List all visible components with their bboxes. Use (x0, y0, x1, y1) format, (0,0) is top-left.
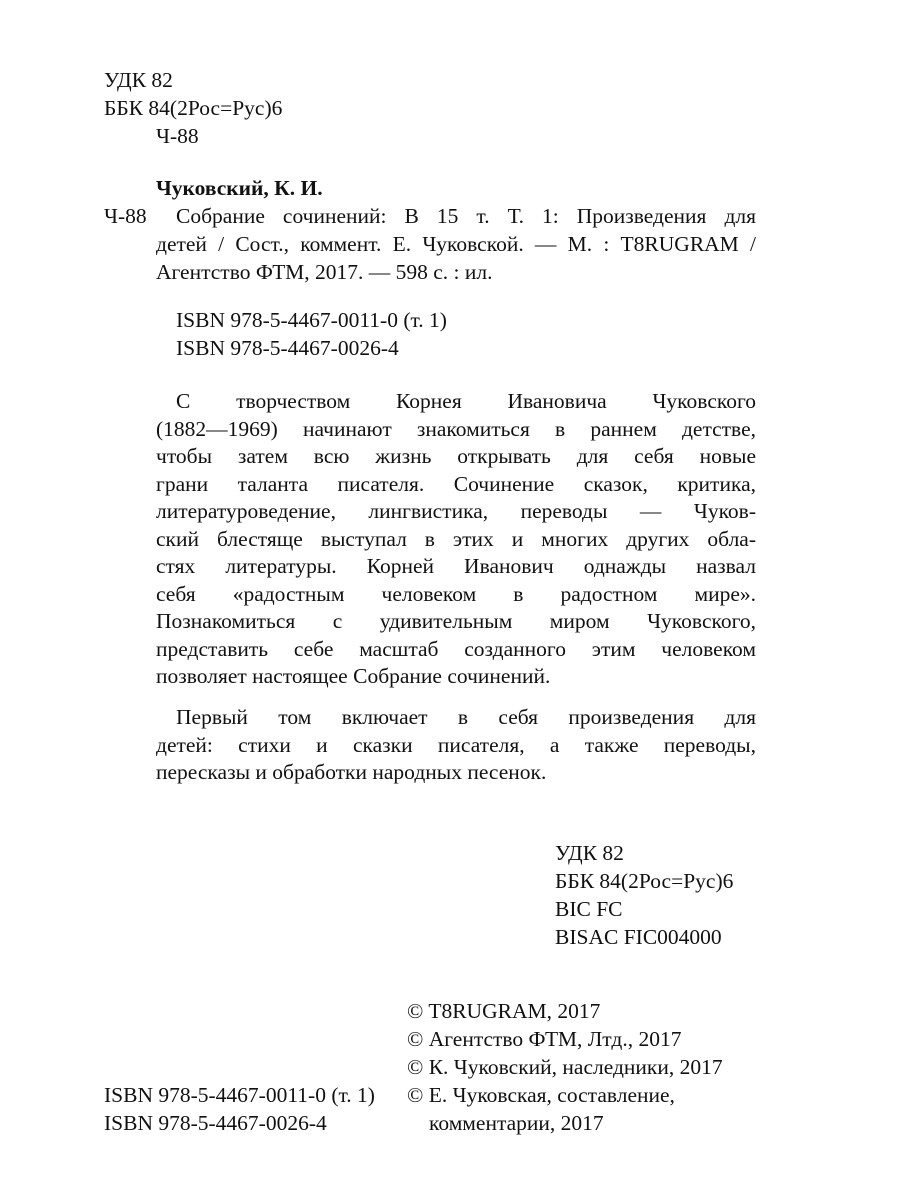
bisac-code: BISAC FIC004000 (555, 925, 722, 949)
annotation-line: Познакомиться с удивительным миром Чуковского, (156, 609, 756, 633)
annotation-line: представить себе масштаб созданного этим человеком (156, 636, 756, 661)
annotation-line: ский блестяще выступал в этих и многих других обла- (156, 526, 756, 551)
author-mark: Ч-88 (156, 124, 199, 148)
annotation-line: позволяет настоящее Собрание сочинений. (156, 664, 551, 688)
annotation-line: себя «радостным человеком в радостном мире». (156, 581, 756, 606)
annotation-line: литературоведение, лингвистика, переводы — Чуков- (156, 499, 756, 523)
isbn-set: ISBN 978-5-4467-0026-4 (176, 336, 399, 360)
annotation-line: С творчеством Корнея Ивановича Чуковского (176, 389, 756, 413)
copyright-line: комментарии, 2017 (429, 1111, 604, 1135)
isbn-set-bottom: ISBN 978-5-4467-0026-4 (104, 1111, 327, 1135)
bic-code: BIC FC (555, 897, 623, 921)
bibliography-mark: Ч-88 (104, 204, 147, 228)
bibliography-line: Агентство ФТМ, 2017. — 598 с. : ил. (156, 260, 493, 284)
copyright-line: © Е. Чуковская, составление, (407, 1083, 675, 1107)
bibliography-line: детей / Сост., коммент. Е. Чуковской. — М. : T8RUGRAM / (156, 232, 756, 256)
author-name: Чуковский, К. И. (156, 176, 323, 200)
annotation-line: (1882—1969) начинают знакомиться в раннем детстве, (156, 416, 756, 441)
annotation-paragraph (156, 704, 756, 787)
isbn-volume-bottom: ISBN 978-5-4467-0011-0 (т. 1) (104, 1083, 375, 1107)
annotation-line: чтобы затем всю жизнь открывать для себя новые (156, 444, 756, 468)
copyright-line: © T8RUGRAM, 2017 (407, 999, 601, 1023)
copyright-line: © Агентство ФТМ, Лтд., 2017 (407, 1027, 682, 1051)
copyright-line: © К. Чуковский, наследники, 2017 (407, 1055, 723, 1079)
annotation-line: стях литературы. Корней Иванович однажды назвал (156, 554, 756, 578)
bibliography-line: Собрание сочинений: В 15 т. Т. 1: Произведения для (176, 204, 756, 228)
bbk-code-bottom: ББК 84(2Рос=Рус)6 (555, 869, 734, 893)
annotation-paragraph (156, 388, 756, 691)
bbk-code: ББК 84(2Рос=Рус)6 (104, 96, 283, 120)
isbn-volume: ISBN 978-5-4467-0011-0 (т. 1) (176, 308, 447, 332)
annotation-line: Первый том включает в себя произведения для (176, 705, 756, 729)
annotation-line: грани таланта писателя. Сочинение сказок, критика, (156, 471, 756, 496)
annotation-line: детей: стихи и сказки писателя, а также переводы, (156, 732, 756, 757)
udk-code-bottom: УДК 82 (555, 841, 624, 865)
annotation-line: пересказы и обработки народных песенок. (156, 760, 547, 784)
udk-code: УДК 82 (104, 68, 173, 92)
